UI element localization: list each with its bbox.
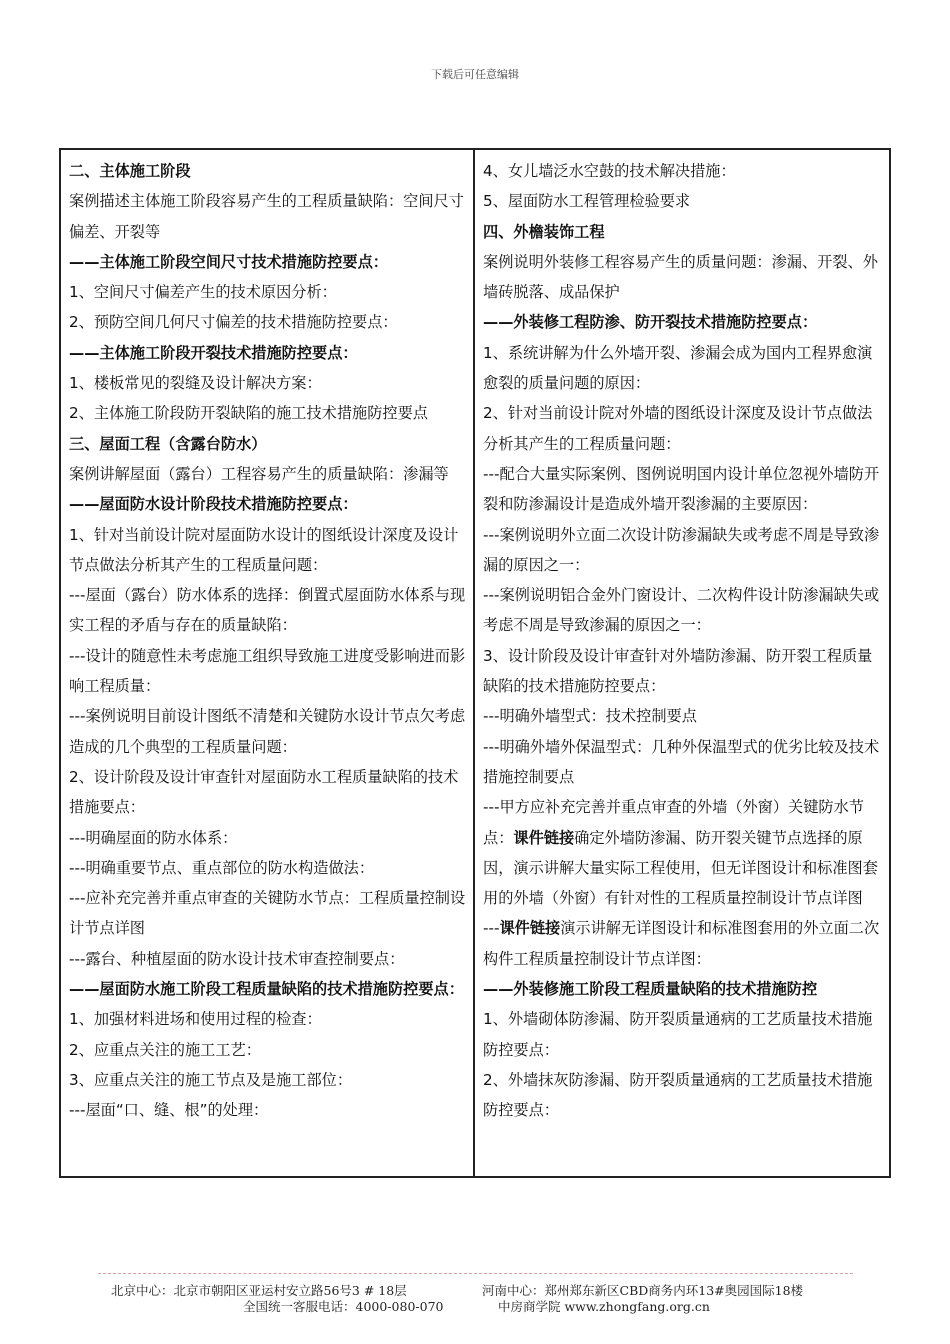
paragraph: ---屋面（露台）防水体系的选择：倒置式屋面防水体系与现实工程的矛盾与存在的质量缺陷： — [69, 586, 466, 635]
paragraph: 2、应重点关注的施工工艺： — [69, 1040, 261, 1059]
paragraph: ——主体施工阶段空间尺寸技术措施防控要点： — [69, 252, 388, 271]
paragraph: ——外装修施工阶段工程质量缺陷的技术措施防控 — [483, 980, 818, 999]
paragraph: 三、屋面工程（含露台防水） — [69, 434, 267, 453]
paragraph: 2、外墙抹灰防渗漏、防开裂质量通病的工艺质量技术措施防控要点： — [483, 1070, 873, 1120]
paragraph: 1、空间尺寸偏差产生的技术原因分析： — [69, 283, 337, 302]
paragraph: 5、屋面防水工程管理检验要求 — [483, 192, 691, 211]
paragraph: ——主体施工阶段开裂技术措施防控要点： — [69, 343, 358, 362]
left-column — [61, 150, 475, 1176]
paragraph: 1、加强材料进场和使用过程的检查： — [69, 1010, 322, 1029]
paragraph: ---案例说明外立面二次设计防渗漏缺失或考虑不周是导致渗漏的原因之一： — [483, 525, 880, 574]
paragraph: ——屋面防水施工阶段工程质量缺陷的技术措施防控要点： — [69, 980, 464, 999]
paragraph: 1、外墙砌体防渗漏、防开裂质量通病的工艺质量技术措施防控要点： — [483, 1010, 873, 1059]
paragraph — [483, 913, 882, 974]
paragraph: 2、针对当前设计院对外墙的图纸设计深度及设计节点做法分析其产生的工程质量问题： — [483, 404, 873, 453]
footer-divider — [98, 1273, 853, 1274]
footer-henan: 河南中心：郑州郑东新区CBD商务内环13#奥园国际18楼 — [482, 1283, 804, 1298]
paragraph: 案例描述主体施工阶段容易产生的工程质量缺陷：空间尺寸偏差、开裂等 — [69, 192, 464, 241]
bold-segment: 课件链接 — [513, 828, 575, 847]
text-segment: ---甲方应补充完善并重点审查的外墙（外窗）关键防水节点： — [483, 798, 864, 847]
paragraph: ---设计的随意性未考虑施工组织导致施工进度受影响进而影响工程质量： — [69, 646, 466, 696]
paragraph: 1、系统讲解为什么外墙开裂、渗漏会成为国内工程界愈演愈裂的质量问题的原因： — [483, 343, 873, 393]
paragraph: 1、针对当前设计院对屋面防水设计的图纸设计深度及设计节点做法分析其产生的工程质量问题： — [69, 525, 459, 574]
text-segment: 演示讲解无详图设计和标准图套用的外立面二次构件工程质量控制设计节点详图： — [483, 919, 880, 968]
paragraph: 二、主体施工阶段 — [69, 162, 191, 180]
right-column — [475, 150, 889, 1176]
paragraph: 四、外檐装饰工程 — [483, 222, 605, 241]
paragraph: ---明确屋面的防水体系： — [69, 828, 238, 847]
footer-hotline: 全国统一客服电话：4000-080-070 — [243, 1299, 444, 1314]
text-segment: --- — [483, 919, 500, 938]
paragraph: ---露台、种植屋面的防水设计技术审查控制要点： — [69, 949, 405, 968]
text-segment: 确定外墙防渗漏、防开裂关键节点选择的原因，演示讲解大量实际工程使用，但无详图设计和标准图套用的外墙（外窗）有针对性的工程质量控制设计节点详图 — [483, 828, 878, 908]
paragraph: ---明确外墙外保温型式：几种外保温型式的优劣比较及技术措施控制要点 — [483, 737, 880, 786]
footer-beijing: 北京中心：北京市朝阳区亚运村安立路56号3 # 18层 — [111, 1283, 407, 1298]
paragraph: 案例讲解屋面（露台）工程容易产生的质量缺陷：渗漏等 — [69, 464, 449, 483]
paragraph: 2、主体施工阶段防开裂缺陷的施工技术措施防控要点 — [69, 404, 428, 423]
paragraph: 案例说明外装修工程容易产生的质量问题：渗漏、开裂、外墙砖脱落、成品保护 — [483, 252, 878, 302]
paragraph: ——屋面防水设计阶段技术措施防控要点： — [69, 495, 358, 514]
paragraph: 4、女儿墙泛水空鼓的技术解决措施： — [483, 162, 736, 180]
paragraph: ---应补充完善并重点审查的关键防水节点：工程质量控制设计节点详图 — [69, 889, 466, 938]
paragraph: ---明确重要节点、重点部位的防水构造做法： — [69, 858, 375, 877]
paragraph: 3、应重点关注的施工节点及是施工部位： — [69, 1070, 353, 1089]
footer-school: 中房商学院 www.zhongfang.org.cn — [498, 1299, 710, 1314]
paragraph: ---配合大量实际案例、图例说明国内设计单位忽视外墙防开裂和防渗漏设计是造成外墙开裂渗漏的主要原因： — [483, 464, 880, 514]
paragraph — [483, 792, 882, 913]
header-note: 下载后可任意编辑 — [431, 68, 519, 81]
paragraph: ---屋面“口、缝、根”的处理： — [69, 1101, 269, 1120]
content-table — [59, 148, 891, 1178]
paragraph: ---案例说明铝合金外门窗设计、二次构件设计防渗漏缺失或考虑不周是导致渗漏的原因之一： — [483, 586, 880, 635]
paragraph: 2、设计阶段及设计审查针对屋面防水工程质量缺陷的技术措施要点： — [69, 767, 459, 817]
bold-segment: 课件链接 — [499, 919, 561, 938]
paragraph: 1、楼板常见的裂缝及设计解决方案： — [69, 374, 322, 393]
paragraph: ---案例说明目前设计图纸不清楚和关键防水设计节点欠考虑造成的几个典型的工程质量问题： — [69, 707, 466, 756]
paragraph: 3、设计阶段及设计审查针对外墙防渗漏、防开裂工程质量缺陷的技术措施防控要点： — [483, 646, 873, 696]
paragraph: 2、预防空间几何尺寸偏差的技术措施防控要点： — [69, 313, 398, 332]
paragraph: ---明确外墙型式：技术控制要点 — [483, 707, 697, 726]
paragraph: ——外装修工程防渗、防开裂技术措施防控要点： — [483, 313, 818, 332]
